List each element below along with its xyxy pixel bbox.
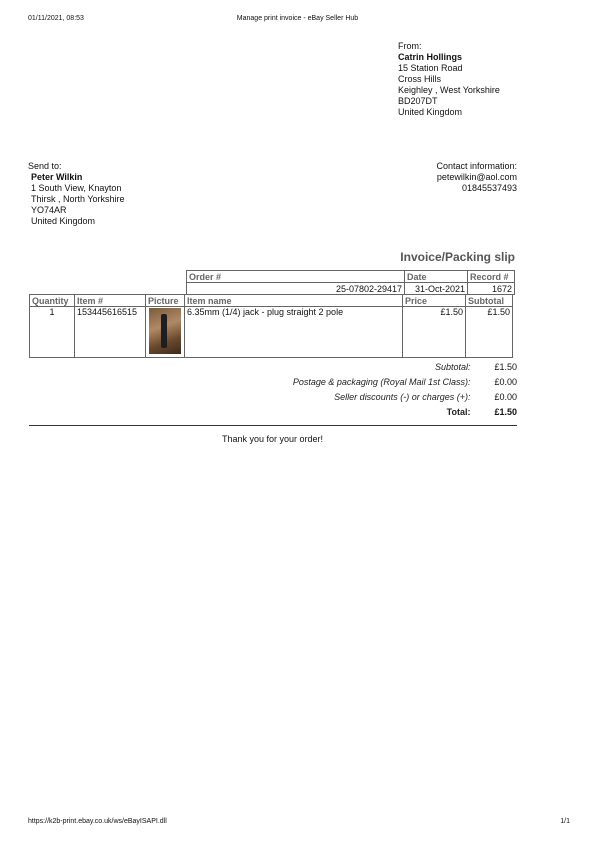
invoice-title: Invoice/Packing slip <box>400 250 515 264</box>
item-name-header: Item name <box>185 295 403 307</box>
print-page-count: 1/1 <box>560 818 570 825</box>
subtotal-header: Subtotal <box>466 295 513 307</box>
contact-information <box>436 161 517 194</box>
order-info-table <box>186 270 515 295</box>
send-to-postcode: YO74AR <box>31 205 67 215</box>
item-number: 153445616515 <box>75 307 146 358</box>
contact-email: petewilkin@aol.com <box>436 172 517 182</box>
items-table <box>29 294 513 358</box>
total-value: £1.50 <box>494 406 517 417</box>
send-to-name: Peter Wilkin <box>31 172 83 182</box>
from-address <box>398 41 500 118</box>
from-line2: Cross Hills <box>398 74 442 84</box>
item-name: 6.35mm (1/4) jack - plug straight 2 pole <box>185 307 403 358</box>
from-name: Catrin Hollings <box>398 52 463 62</box>
order-number-header: Order # <box>187 271 405 283</box>
print-page-title: Manage print invoice - eBay Seller Hub <box>236 15 359 22</box>
subtotal-label: Subtotal: <box>434 361 471 372</box>
item-picture-cell <box>146 307 185 358</box>
send-to-label: Send to: <box>28 161 62 171</box>
total-label: Total: <box>446 406 471 417</box>
order-date: 31-Oct-2021 <box>405 283 468 295</box>
item-number-header: Item # <box>75 295 146 307</box>
from-postcode: BD207DT <box>398 96 438 106</box>
table-row <box>30 307 513 358</box>
item-quantity: 1 <box>30 307 75 358</box>
picture-header: Picture <box>146 295 185 307</box>
price-header: Price <box>403 295 466 307</box>
thank-you-message: Thank you for your order! <box>221 434 324 444</box>
record-number: 1672 <box>468 283 515 295</box>
order-number: 25-07802-29417 <box>187 283 405 295</box>
send-to-line2: Thirsk , North Yorkshire <box>31 194 125 204</box>
totals-section <box>269 359 517 419</box>
postage-value: £0.00 <box>494 376 517 387</box>
from-line1: 15 Station Road <box>398 63 463 73</box>
contact-phone: 01845537493 <box>461 183 517 193</box>
print-url: https://k2b-print.ebay.co.uk/ws/eBayISAPI.dll <box>28 818 167 825</box>
send-to-line1: 1 South View, Knayton <box>31 183 122 193</box>
send-to-country: United Kingdom <box>31 216 96 226</box>
send-to-address <box>28 161 125 227</box>
item-subtotal: £1.50 <box>466 307 513 358</box>
discounts-value: £0.00 <box>494 391 517 402</box>
from-label: From: <box>398 41 422 51</box>
divider <box>29 425 517 426</box>
postage-label: Postage & packaging (Royal Mail 1st Class): <box>292 376 471 387</box>
quantity-header: Quantity <box>30 295 75 307</box>
record-header: Record # <box>468 271 515 283</box>
item-picture <box>149 308 181 354</box>
contact-label: Contact information: <box>436 161 517 171</box>
date-header: Date <box>405 271 468 283</box>
from-line3: Keighley , West Yorkshire <box>398 85 500 95</box>
item-price: £1.50 <box>403 307 466 358</box>
print-datetime: 01/11/2021, 08:53 <box>28 15 84 22</box>
discounts-label: Seller discounts (-) or charges (+): <box>334 391 471 402</box>
subtotal-value: £1.50 <box>494 361 517 372</box>
from-country: United Kingdom <box>398 107 463 117</box>
